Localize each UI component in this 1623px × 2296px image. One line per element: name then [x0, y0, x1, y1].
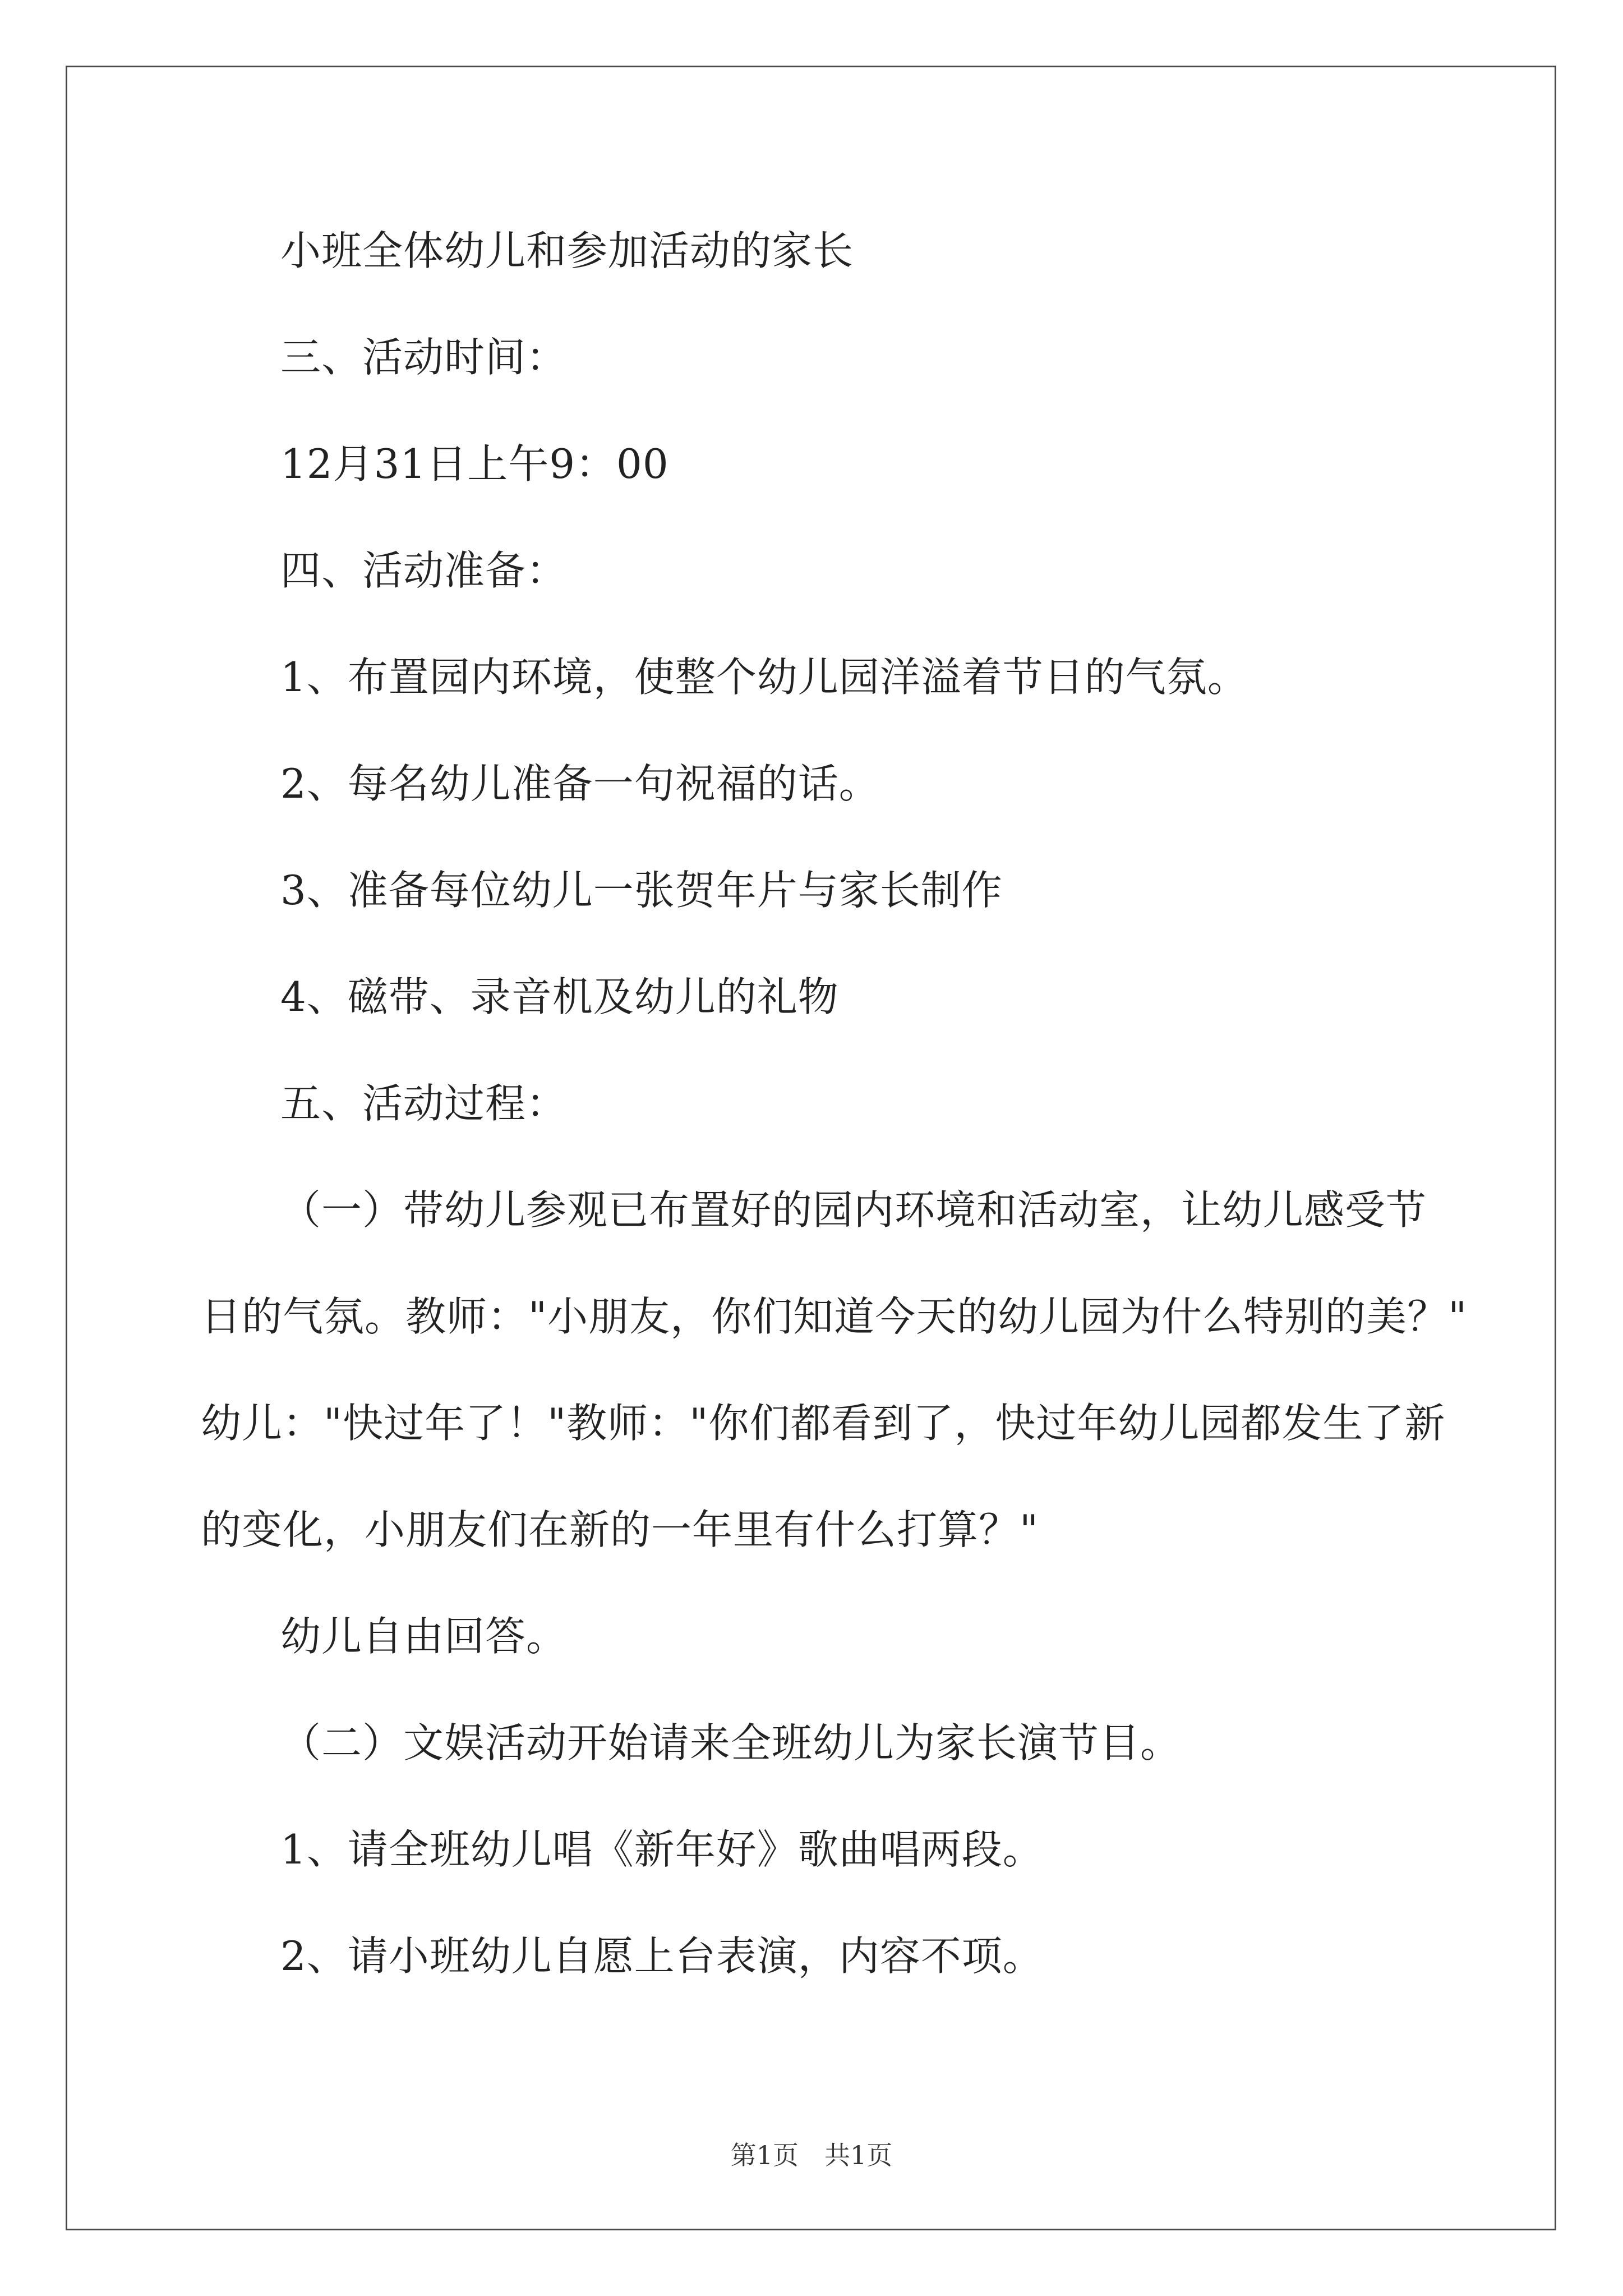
paragraph-process-1-line-4: 的变化，小朋友们在新的一年里有什么打算？" — [201, 1506, 1039, 1553]
list-item-preparation-4: 4、磁带、录音机及幼儿的礼物 — [280, 973, 839, 1020]
list-item-performance-1: 1、请全班幼儿唱《新年好》歌曲唱两段。 — [280, 1826, 1044, 1873]
paragraph-free-answer: 幼儿自由回答。 — [280, 1613, 568, 1660]
list-item-preparation-3: 3、准备每位幼儿一张贺年片与家长制作 — [280, 867, 1003, 914]
paragraph-process-2: （二）文娱活动开始请来全班幼儿为家长演节目。 — [280, 1719, 1182, 1766]
list-item-preparation-1: 1、布置园内环境，使整个幼儿园洋溢着节日的气氛。 — [280, 654, 1248, 701]
paragraph-participants: 小班全体幼儿和参加活动的家长 — [280, 227, 854, 274]
paragraph-process-1-line-1: （一）带幼儿参观已布置好的园内环境和活动室，让幼儿感受节 — [280, 1186, 1427, 1234]
heading-activity-time: 三、活动时间： — [280, 334, 568, 381]
heading-activity-process: 五、活动过程： — [280, 1080, 568, 1127]
list-item-performance-2: 2、请小班幼儿自愿上台表演，内容不项。 — [280, 1932, 1044, 1980]
paragraph-process-1-line-3: 幼儿："快过年了！"教师："你们都看到了，快过年幼儿园都发生了新 — [201, 1400, 1446, 1447]
page-footer: 第1页 共1页 — [730, 2140, 893, 2170]
paragraph-activity-time: 12月31日上午9：00 — [280, 440, 669, 487]
paragraph-process-1-line-2: 日的气氛。教师："小朋友，你们知道今天的幼儿园为什么特别的美？" — [201, 1293, 1468, 1340]
list-item-preparation-2: 2、每名幼儿准备一句祝福的话。 — [280, 760, 880, 807]
heading-activity-preparation: 四、活动准备： — [280, 547, 568, 594]
